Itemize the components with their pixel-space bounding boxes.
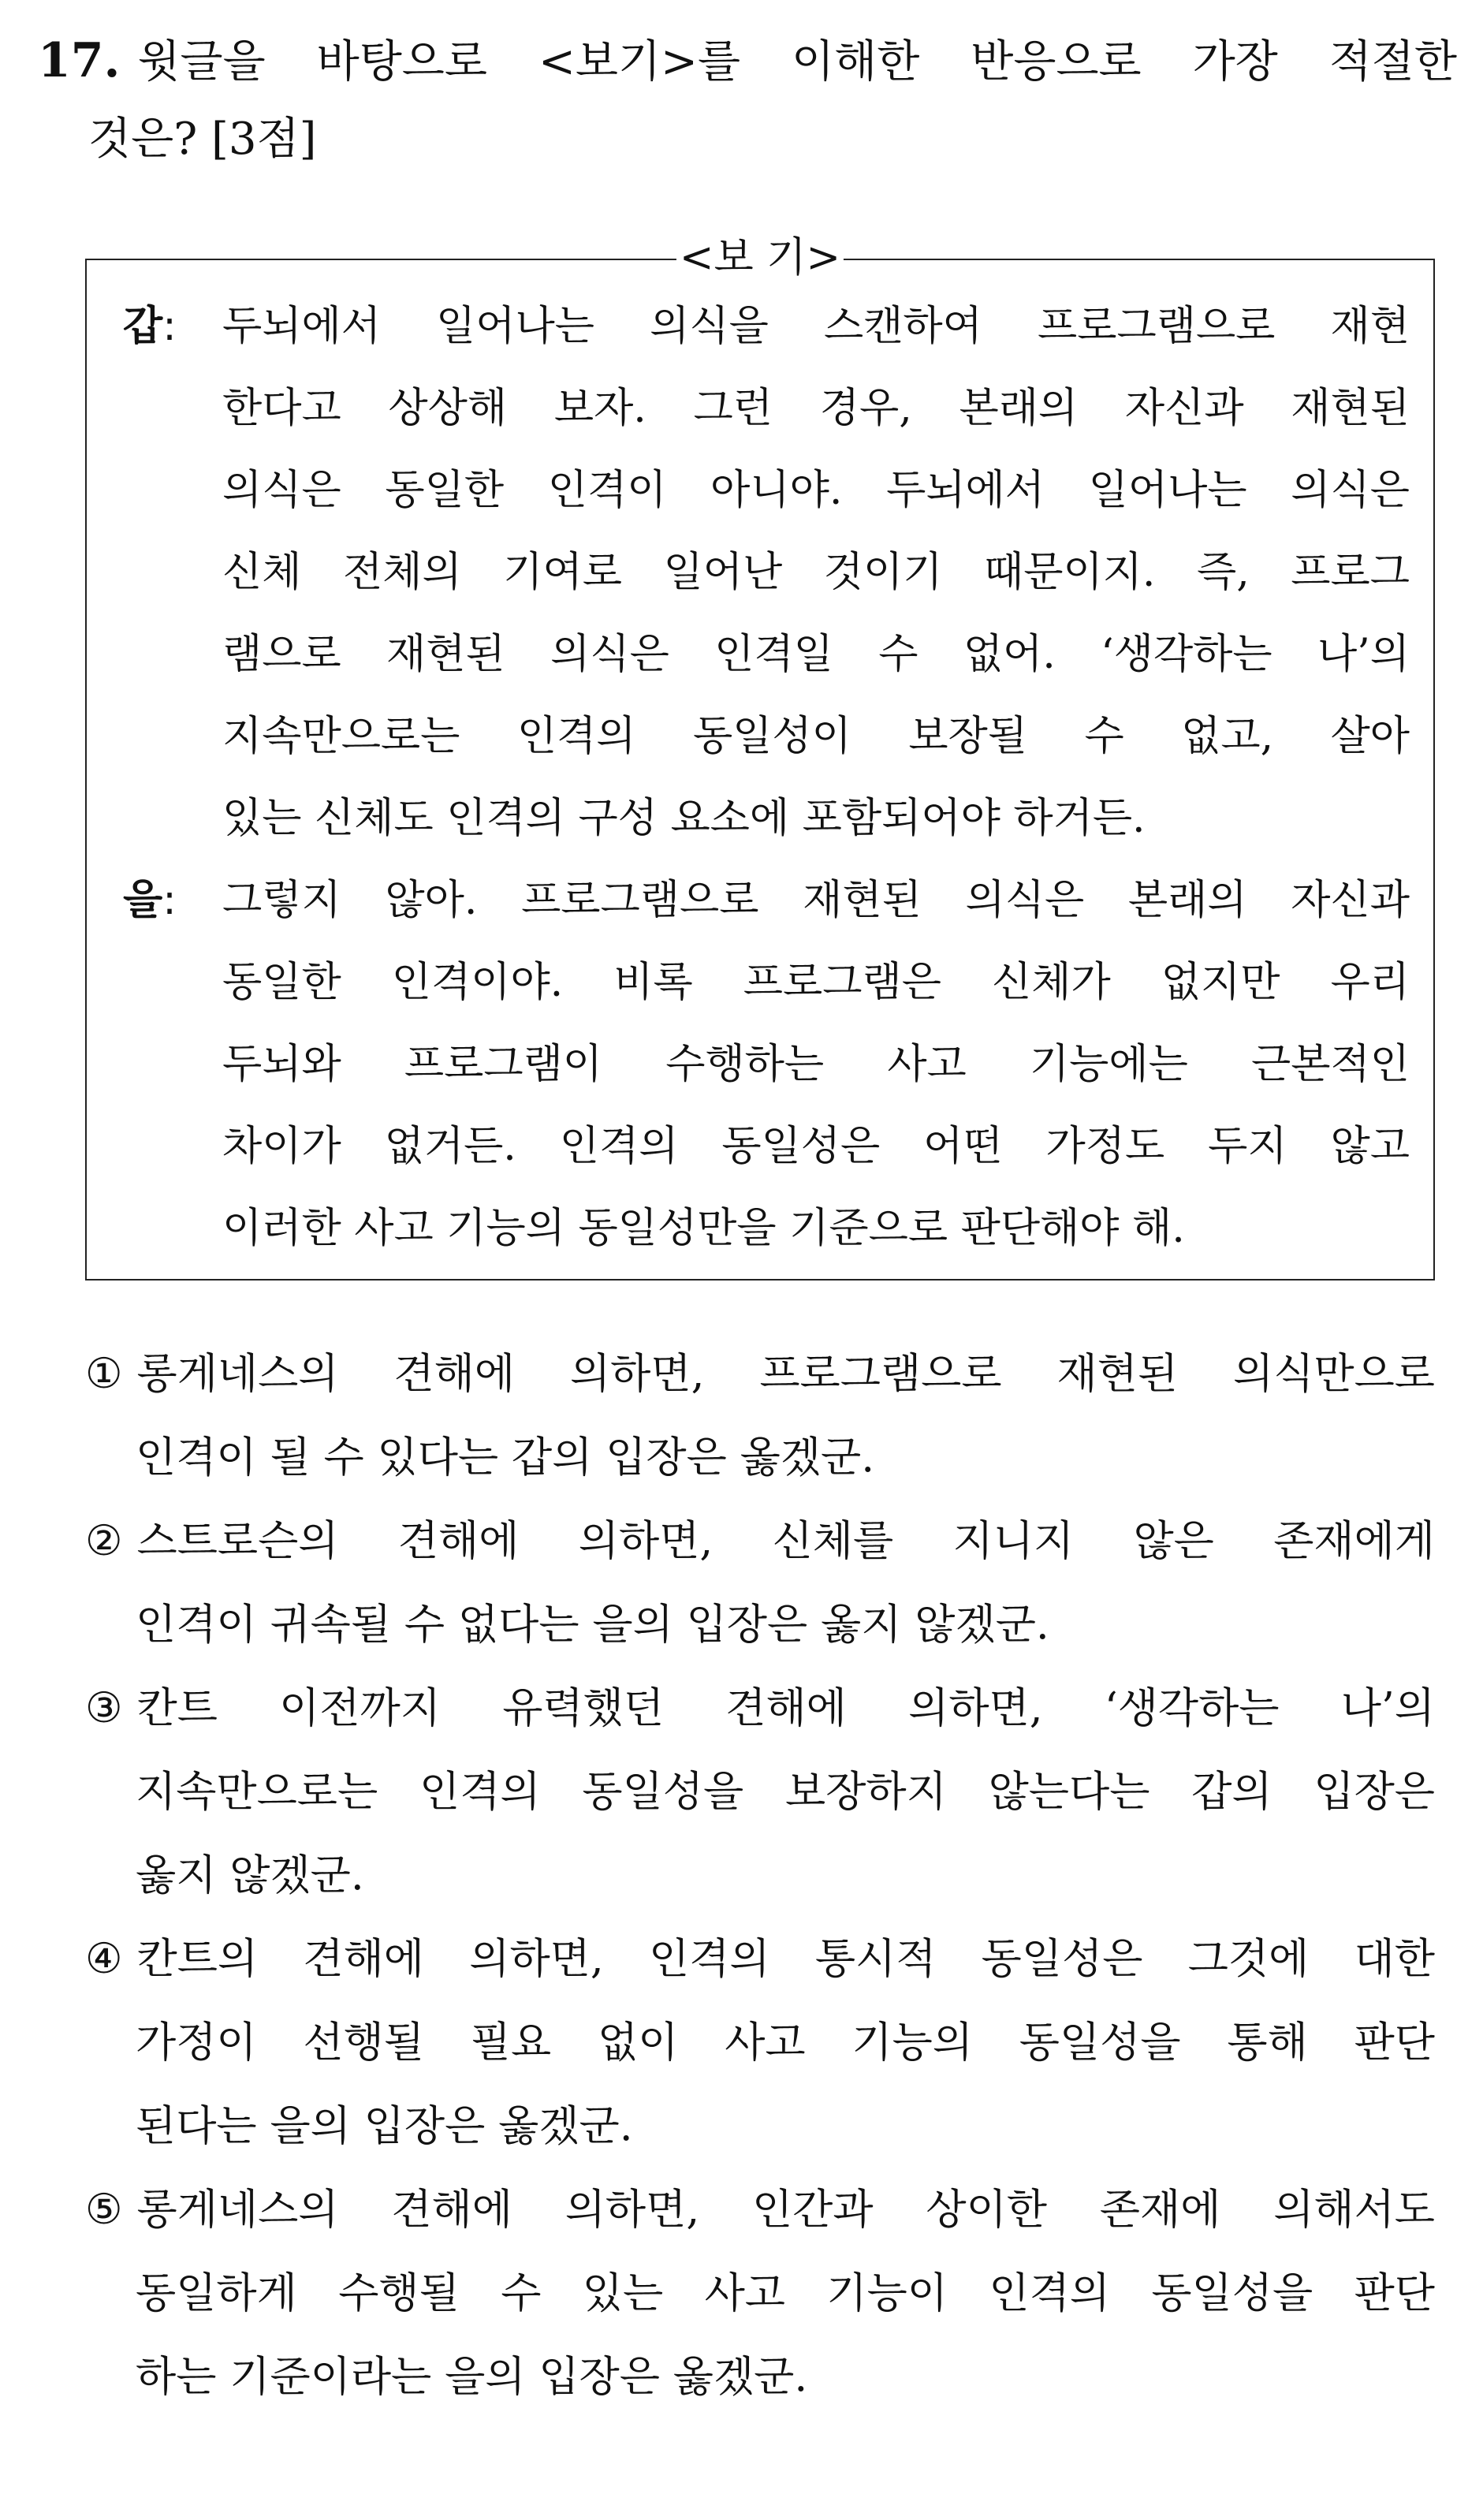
option-3[interactable] (85, 1667, 1435, 1918)
speech-line: 지속만으로는 인격의 동일성이 보장될 수 없고, 살아 (222, 713, 1410, 760)
option-line (85, 1918, 1435, 2001)
speaker-gap-label (123, 303, 177, 350)
option-marker: ② (85, 1517, 123, 1565)
speech-gap (222, 285, 1410, 859)
option-line (85, 1667, 1435, 1750)
speech-line: 의식은 동일한 인격이 아니야. 두뇌에서 일어나는 의식은 (222, 467, 1410, 514)
option-text: 스트로슨의 견해에 의하면, 신체를 지니지 않은 존재에게 (136, 1517, 1435, 1565)
option-line: 옳지 않겠군. (136, 1851, 364, 1899)
question-line-1 (38, 22, 1457, 101)
option-line: 지속만으로는 인격의 동일성을 보장하지 않는다는 갑의 입장은 (136, 1768, 1435, 1816)
bogi-box (85, 234, 1435, 1281)
speech-line: 신체 전체의 기여로 일어난 것이기 때문이지. 즉, 프로그 (222, 549, 1410, 596)
speech-line: 그렇지 않아. 프로그램으로 재현된 의식은 본래의 자신과 (222, 877, 1410, 924)
question-text-1: 윗글을 바탕으로 <보기>를 이해한 반응으로 가장 적절한 (137, 36, 1457, 88)
speaker-colon: : (162, 877, 177, 924)
speech-line: 두뇌와 프로그램이 수행하는 사고 기능에는 근본적인 (222, 1041, 1410, 1088)
option-line (85, 2168, 1435, 2252)
bogi-title: <보 기> (676, 230, 844, 285)
speaker-name: 을 (123, 877, 163, 924)
option-line: 가정이 선행될 필요 없이 사고 기능의 동일성을 통해 판단 (136, 2019, 1435, 2067)
speech-line: 차이가 없거든. 인격의 동일성은 어떤 가정도 두지 않고 (222, 1123, 1410, 1170)
speech-line: 한다고 상상해 보자. 그런 경우, 본래의 자신과 재현된 (222, 385, 1410, 432)
speech-eul (222, 859, 1410, 1269)
speech-line: 두뇌에서 일어나는 의식을 스캔하여 프로그램으로 재현 (222, 303, 1410, 350)
speaker-name: 갑 (123, 303, 163, 350)
question-line-2 (38, 101, 1457, 178)
option-marker: ⑤ (85, 2186, 123, 2234)
speech-line: 램으로 재현된 의식은 인격일 수 없어. ‘생각하는 나’의 (222, 631, 1410, 678)
speech-line: 동일한 인격이야. 비록 프로그램은 신체가 없지만 우리 (222, 959, 1410, 1006)
question-text-2: 것은? [3점] (88, 114, 317, 165)
option-marker: ① (85, 1350, 123, 1398)
option-4[interactable] (85, 1918, 1435, 2168)
speech-line: 이러한 사고 기능의 동일성만을 기준으로 판단해야 해. (222, 1205, 1185, 1252)
option-text: 롱게네스의 견해에 의하면, 프로그램으로 재현된 의식만으로 (136, 1350, 1435, 1398)
option-line (85, 1333, 1435, 1416)
option-line: 인격이 될 수 있다는 갑의 입장은 옳겠군. (136, 1433, 875, 1482)
option-line: 하는 기준이라는 을의 입장은 옳겠군. (136, 2353, 808, 2401)
option-5[interactable] (85, 2168, 1435, 2419)
option-line (85, 1500, 1435, 1583)
option-2[interactable] (85, 1500, 1435, 1667)
question-stem (38, 22, 1457, 178)
option-marker: ④ (85, 1935, 123, 1983)
option-line: 인격이 귀속될 수 없다는 을의 입장은 옳지 않겠군. (136, 1601, 1049, 1649)
question-number: 17. (38, 33, 121, 88)
option-text: 롱게네스의 견해에 의하면, 인간과 상이한 존재에 의해서도 (136, 2186, 1435, 2234)
speech-line: 있는 신체도 인격의 구성 요소에 포함되어야 하거든. (222, 795, 1146, 842)
option-text: 칸트 이전까지 유력했던 견해에 의하면, ‘생각하는 나’의 (136, 1684, 1435, 1732)
speaker-eul-label (123, 877, 177, 924)
option-marker: ③ (85, 1684, 123, 1732)
option-line: 된다는 을의 입장은 옳겠군. (136, 2102, 633, 2150)
option-1[interactable] (85, 1333, 1435, 1500)
option-text: 칸트의 견해에 의하면, 인격의 통시적 동일성은 그것에 대한 (136, 1935, 1435, 1983)
speaker-colon: : (162, 303, 177, 350)
answer-options (85, 1333, 1435, 2419)
option-line: 동일하게 수행될 수 있는 사고 기능이 인격의 동일성을 판단 (136, 2269, 1435, 2317)
